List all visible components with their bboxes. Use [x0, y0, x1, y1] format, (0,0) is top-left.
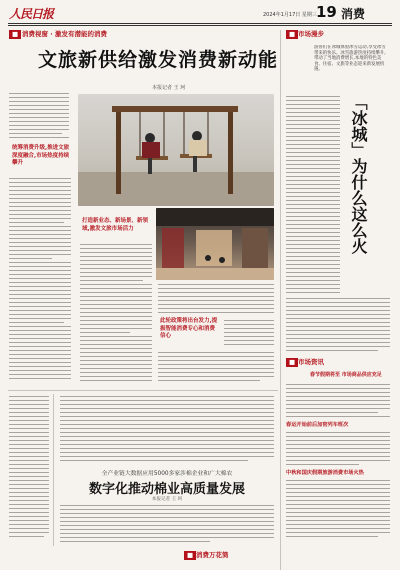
pull-quote-1: [12, 145, 72, 168]
main-headline: 文旅新供给激发消费新动能: [38, 49, 279, 71]
footer-tag-box: ■: [184, 551, 196, 560]
column-tag-box: ■: [286, 30, 298, 39]
bottom-divider: [8, 390, 278, 391]
column-body-2: [286, 298, 390, 352]
pull-quote-3: [160, 318, 220, 341]
main-photo-swing: [78, 94, 274, 206]
main-photo-market: [156, 208, 274, 280]
main-kicker-tag: ■: [9, 30, 21, 39]
column-vertical-title: 「冰城」为什么这么火: [349, 94, 368, 254]
main-body-col-2: [80, 244, 152, 384]
pull-quote-2-text: 打造新业态、新场景、新领域,激发文旅市场活力: [82, 218, 149, 232]
news-tag-box: ■: [286, 358, 298, 367]
bottom-byline: 本报记者 王 珂: [151, 497, 183, 502]
bottom-body-top: [60, 396, 274, 464]
pull-quote-1-text: 统筹消费升级,推进文旅深度融合,市场热度持续攀升: [12, 145, 70, 166]
market-illustration: [156, 208, 274, 280]
bottom-sidebar-divider: [53, 394, 54, 546]
main-body-col-5: [158, 352, 274, 384]
main-body-col-1b: [9, 178, 71, 383]
swing-illustration: [78, 94, 274, 206]
footer-tag: 消费万花筒: [196, 551, 229, 559]
news-item-3-title[interactable]: 中秋和国庆假期旅游消费市场火热: [286, 470, 364, 476]
news-item-2-body: [286, 432, 390, 468]
masthead-rule: [8, 23, 392, 24]
news-item-2-title[interactable]: 春运开始前后加密列车班次: [286, 422, 349, 428]
bottom-headline: 数字化推动棉业高质量发展: [88, 482, 245, 497]
column-body: [286, 96, 340, 296]
main-kicker: 消费视窗 · 激发有潜能的消费: [22, 30, 107, 38]
column-intro: 游客们在冰城体验冰雪运动,享受冰雪带来的快乐。冰雪旅游热度持续攀升,带动了当地消费增长,本地的特色美食、住宿、文旅等业态迎来新发展机遇。: [314, 45, 386, 73]
main-byline: 本报记者 王 珂: [152, 85, 186, 91]
bottom-left-sidebar: [9, 396, 49, 546]
main-body-col-1: [9, 93, 69, 141]
news-tag: 市场资讯: [298, 358, 324, 366]
main-body-col-3: [158, 284, 274, 318]
main-body-col-4: [224, 320, 274, 350]
page-name: 消费: [341, 7, 366, 21]
column-divider-right: [280, 30, 281, 570]
newspaper-logo: 人民日报: [9, 7, 54, 21]
page-number: 19: [316, 3, 337, 21]
bottom-kicker: 全产业链大数据应用5000多家涉棉企业和广大棉农: [101, 471, 233, 477]
issue-date: 2024年1月17日 星期三: [263, 12, 317, 18]
bottom-body-bottom: [60, 505, 274, 545]
pull-quote-3-text: 此轮政策将出台发力,提振智能消费专心和消费信心: [160, 318, 218, 339]
news-item-3-body: [286, 480, 390, 542]
column-tag: 市场漫步: [298, 30, 324, 38]
pull-quote-2: [82, 218, 148, 233]
news-item-1-body: [286, 384, 390, 420]
news-item-1-title[interactable]: 春节假期将至 市场商品供应充足: [310, 372, 382, 378]
masthead-rule-thin: [8, 25, 392, 26]
